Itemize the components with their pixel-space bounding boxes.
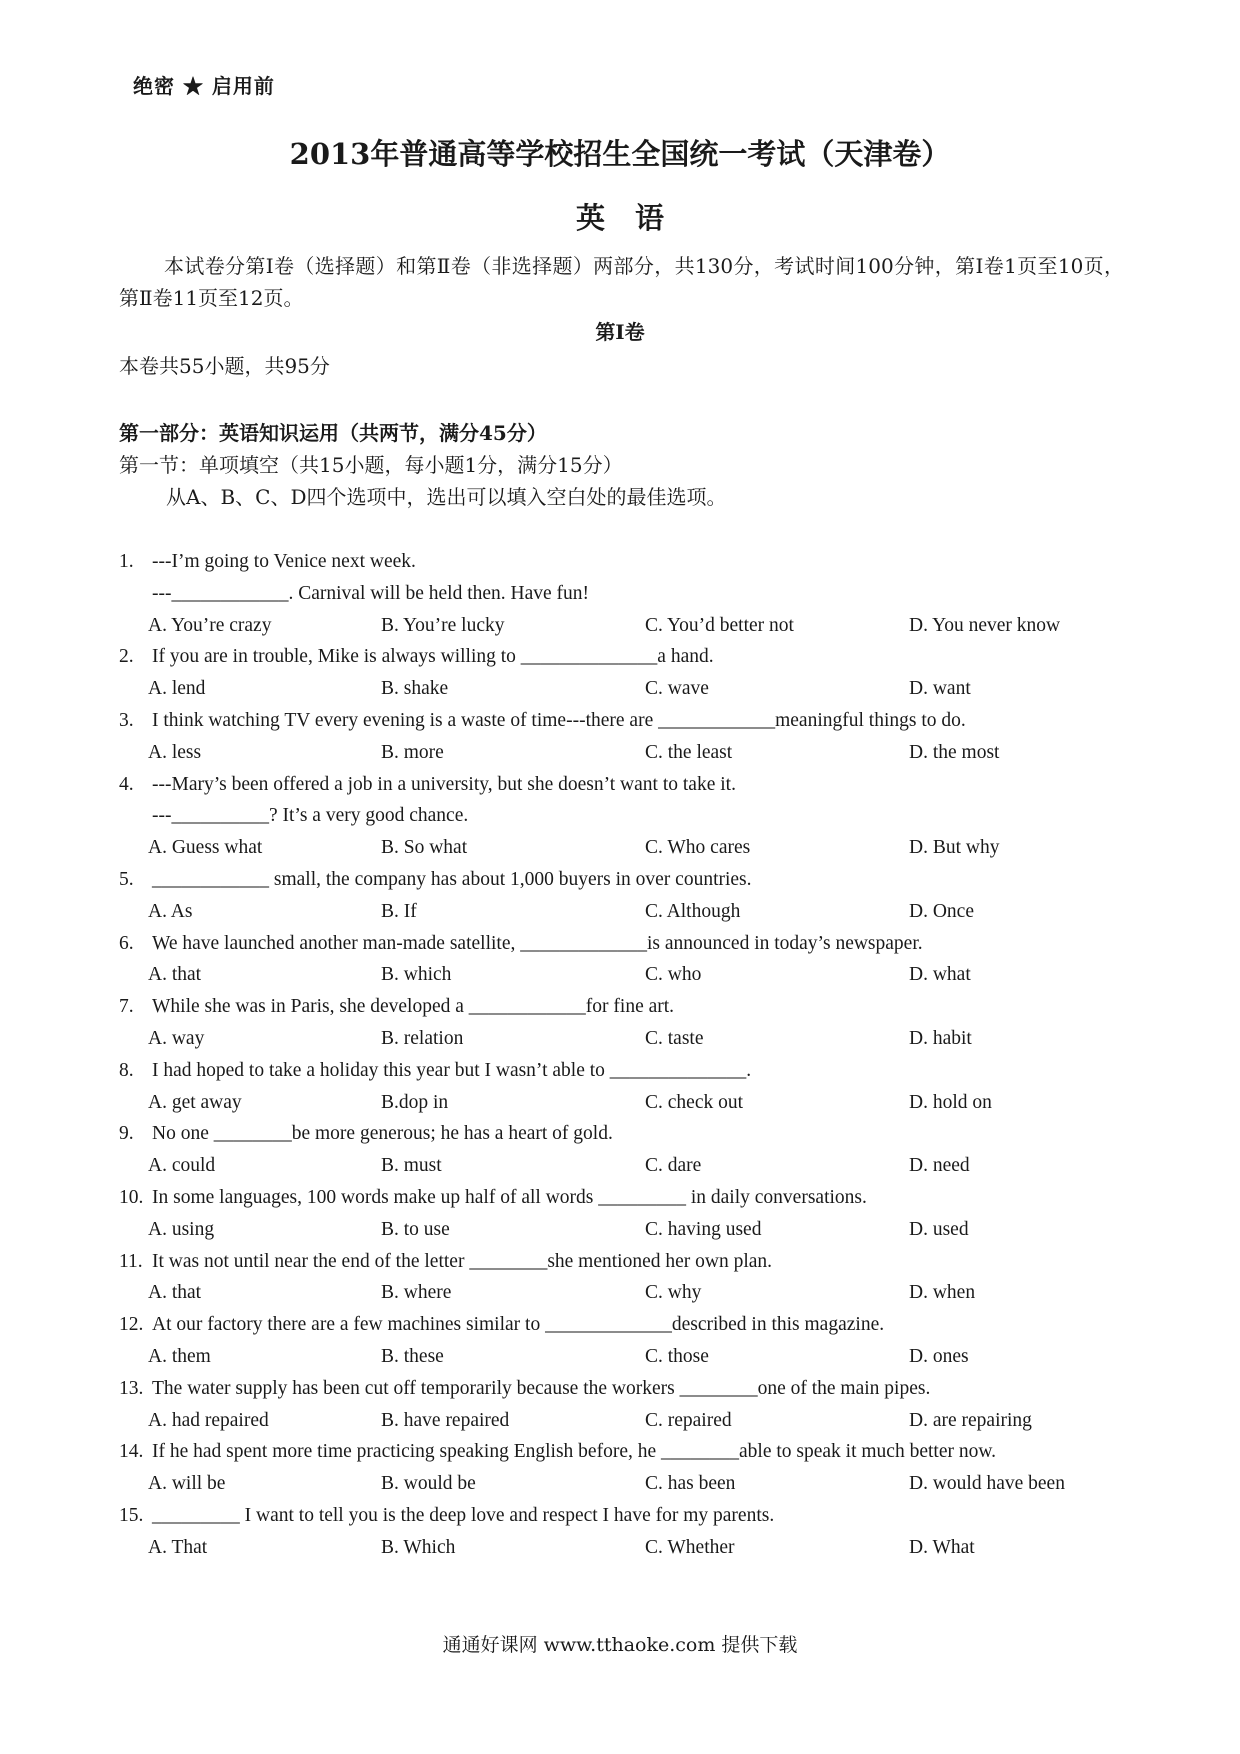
answer-option: C. having used: [645, 1218, 762, 1240]
question-text: _________ I want to tell you is the deep love and respect I have for my parents.: [152, 1504, 775, 1526]
answer-options: [119, 832, 1129, 864]
answer-option: C. taste: [645, 1027, 704, 1049]
question-item: [119, 1373, 1129, 1437]
question-stem: [119, 1309, 1129, 1341]
question-item: [119, 1118, 1129, 1182]
answer-option: C. repaired: [645, 1409, 732, 1431]
answer-option: D. would have been: [909, 1473, 1065, 1495]
exam-title: 2013年普通高等学校招生全国统一考试（天津卷）: [289, 137, 951, 171]
question-text: In some languages, 100 words make up half of all words _________ in daily conversations.: [152, 1186, 867, 1208]
answer-option: C. Although: [645, 900, 741, 922]
answer-option: D. the most: [909, 741, 1000, 763]
question-item: [119, 1436, 1129, 1500]
question-stem: [119, 1182, 1129, 1214]
question-text: While she was in Paris, she developed a ____________for fine art.: [152, 996, 675, 1018]
answer-options: [119, 737, 1129, 769]
question-text: I had hoped to take a holiday this year but I wasn’t able to ______________.: [152, 1059, 752, 1081]
question-number: 12.: [119, 1314, 144, 1336]
question-text: The water supply has been cut off temporarily because the workers ________one of the main pipes.: [152, 1377, 931, 1399]
answer-option: B. If: [381, 900, 417, 922]
answer-option: B. these: [381, 1345, 444, 1367]
confidential-mark: 绝密 ★ 启用前: [133, 74, 275, 98]
answer-option: A. way: [148, 1027, 205, 1049]
answer-option: A. You’re crazy: [148, 614, 272, 636]
answer-option: D. Once: [909, 900, 974, 922]
answer-option: C. why: [645, 1282, 702, 1304]
answer-option: A. less: [148, 741, 202, 763]
question-text: I think watching TV every evening is a waste of time---there are ____________meaningful things to do.: [152, 709, 966, 731]
question-number: 2.: [119, 646, 134, 668]
answer-options: [119, 1087, 1129, 1119]
answer-option: C. has been: [645, 1473, 736, 1495]
question-number: 15.: [119, 1504, 144, 1526]
question-item: [119, 705, 1129, 769]
question-item: [119, 1500, 1129, 1564]
answer-option: B. more: [381, 741, 444, 763]
question-item: [119, 1182, 1129, 1246]
exam-intro: 本试卷分第Ⅰ卷（选择题）和第Ⅱ卷（非选择题）两部分，共130分，考试时间100分钟，第Ⅰ卷1页至10页，第Ⅱ卷11页至12页。: [119, 254, 1124, 310]
question-text: ---Mary’s been offered a job in a university, but she doesn’t want to take it.: [152, 773, 736, 795]
question-number: 5.: [119, 868, 134, 890]
question-stem: [119, 705, 1129, 737]
answer-options: [119, 1277, 1129, 1309]
section-instruction: 从A、B、C、D四个选项中，选出可以填入空白处的最佳选项。: [166, 485, 727, 509]
answer-options: [119, 610, 1129, 642]
question-number: 13.: [119, 1377, 144, 1399]
answer-option: A. As: [148, 900, 193, 922]
question-item: [119, 641, 1129, 705]
answer-options: [119, 959, 1129, 991]
question-stem: [119, 546, 1129, 578]
footer-source: 通通好课网 www.tthaoke.com 提供下载: [442, 1634, 798, 1656]
answer-option: C. Whether: [645, 1536, 735, 1558]
question-stem: [119, 1373, 1129, 1405]
answer-option: D. want: [909, 678, 971, 700]
subject-title: 英语: [575, 201, 694, 235]
question-item: [119, 991, 1129, 1055]
answer-option: B. must: [381, 1155, 442, 1177]
question-item: [119, 1246, 1129, 1310]
answer-option: A. get away: [148, 1091, 242, 1113]
question-number: 4.: [119, 773, 134, 795]
question-number: 14.: [119, 1441, 144, 1463]
answer-option: B. relation: [381, 1027, 464, 1049]
answer-options: [119, 1341, 1129, 1373]
answer-options: [119, 1468, 1129, 1500]
question-stem: [119, 928, 1129, 960]
answer-option: A. that: [148, 1282, 202, 1304]
answer-option: B. which: [381, 964, 452, 986]
question-item: [119, 546, 1129, 641]
question-stem-continued: [119, 578, 1129, 610]
question-item: [119, 1309, 1129, 1373]
answer-option: C. those: [645, 1345, 709, 1367]
answer-option: A. lend: [148, 678, 206, 700]
question-number: 6.: [119, 932, 134, 954]
question-number: 9.: [119, 1123, 134, 1145]
answer-options: [119, 1532, 1129, 1564]
question-number: 3.: [119, 709, 134, 731]
answer-option: A. had repaired: [148, 1409, 269, 1431]
answer-option: A. will be: [148, 1473, 226, 1495]
answer-option: D. what: [909, 964, 971, 986]
question-text: At our factory there are a few machines similar to _____________described in this magazine.: [152, 1314, 885, 1336]
answer-options: [119, 896, 1129, 928]
volume-summary: 本卷共55小题，共95分: [119, 354, 330, 378]
answer-option: B. Which: [381, 1536, 456, 1558]
answer-option: C. the least: [645, 741, 733, 763]
answer-option: C. wave: [645, 678, 709, 700]
question-text: It was not until near the end of the letter ________she mentioned her own plan.: [152, 1250, 773, 1272]
question-stem: [119, 1436, 1129, 1468]
answer-option: B. So what: [381, 837, 468, 859]
question-text: No one ________be more generous; he has a heart of gold.: [152, 1123, 613, 1145]
answer-options: [119, 1405, 1129, 1437]
volume-heading: 第Ⅰ卷: [595, 320, 645, 344]
question-stem: [119, 1246, 1129, 1278]
part-heading: 第一部分：英语知识运用（共两节，满分45分）: [119, 421, 547, 445]
question-text: We have launched another man-made satellite, _____________is announced in today’s newspaper.: [152, 932, 923, 954]
question-stem: [119, 1500, 1129, 1532]
answer-option: D. are repairing: [909, 1409, 1032, 1431]
question-number: 8.: [119, 1059, 134, 1081]
answer-option: A. Guess what: [148, 837, 263, 859]
answer-option: B. have repaired: [381, 1409, 510, 1431]
question-stem-continued: [119, 800, 1129, 832]
answer-option: D. ones: [909, 1345, 969, 1367]
question-text: If he had spent more time practicing speaking English before, he ________able to speak it much better now.: [152, 1441, 997, 1463]
answer-option: D. You never know: [909, 614, 1061, 636]
question-item: [119, 928, 1129, 992]
answer-option: B. to use: [381, 1218, 450, 1240]
question-stem: [119, 769, 1129, 801]
answer-option: C. check out: [645, 1091, 744, 1113]
question-text: ---____________. Carnival will be held then. Have fun!: [152, 582, 590, 604]
question-item: [119, 1055, 1129, 1119]
answer-option: A. using: [148, 1218, 215, 1240]
question-text: ____________ small, the company has about 1,000 buyers in over countries.: [152, 868, 752, 890]
answer-option: D. hold on: [909, 1091, 992, 1113]
answer-option: A. that: [148, 964, 202, 986]
question-stem: [119, 1118, 1129, 1150]
question-text: ---I’m going to Venice next week.: [152, 551, 416, 572]
answer-option: B. would be: [381, 1473, 476, 1495]
question-number: 10.: [119, 1186, 144, 1208]
answer-option: D. used: [909, 1218, 969, 1240]
answer-option: D. What: [909, 1536, 975, 1558]
answer-option: D. But why: [909, 837, 1000, 859]
question-stem: [119, 1055, 1129, 1087]
answer-option: C. You’d better not: [645, 614, 794, 636]
answer-option: C. dare: [645, 1155, 702, 1177]
question-item: [119, 864, 1129, 928]
answer-option: D. need: [909, 1155, 970, 1177]
answer-option: A. That: [148, 1536, 208, 1558]
question-stem: [119, 641, 1129, 673]
answer-option: B. You’re lucky: [381, 614, 505, 636]
question-list: [119, 546, 1129, 1564]
answer-option: D. when: [909, 1282, 976, 1304]
question-number: 11.: [119, 1250, 143, 1272]
question-number: 7.: [119, 996, 134, 1018]
question-number: 1.: [119, 551, 134, 572]
answer-option: A. could: [148, 1155, 216, 1177]
answer-options: [119, 1023, 1129, 1055]
answer-options: [119, 1150, 1129, 1182]
answer-option: C. Who cares: [645, 837, 751, 859]
answer-option: A. them: [148, 1345, 211, 1367]
answer-option: D. habit: [909, 1027, 972, 1049]
answer-option: C. who: [645, 964, 702, 986]
answer-options: [119, 1214, 1129, 1246]
question-stem: [119, 864, 1129, 896]
answer-options: [119, 673, 1129, 705]
answer-option: B.dop in: [381, 1091, 449, 1113]
section-heading: 第一节：单项填空（共15小题，每小题1分，满分15分）: [119, 453, 623, 477]
question-text: ---__________? It’s a very good chance.: [152, 805, 469, 827]
question-text: If you are in trouble, Mike is always willing to ______________a hand.: [152, 646, 714, 668]
answer-option: B. shake: [381, 678, 449, 700]
answer-option: B. where: [381, 1282, 452, 1304]
question-item: [119, 769, 1129, 864]
question-stem: [119, 991, 1129, 1023]
